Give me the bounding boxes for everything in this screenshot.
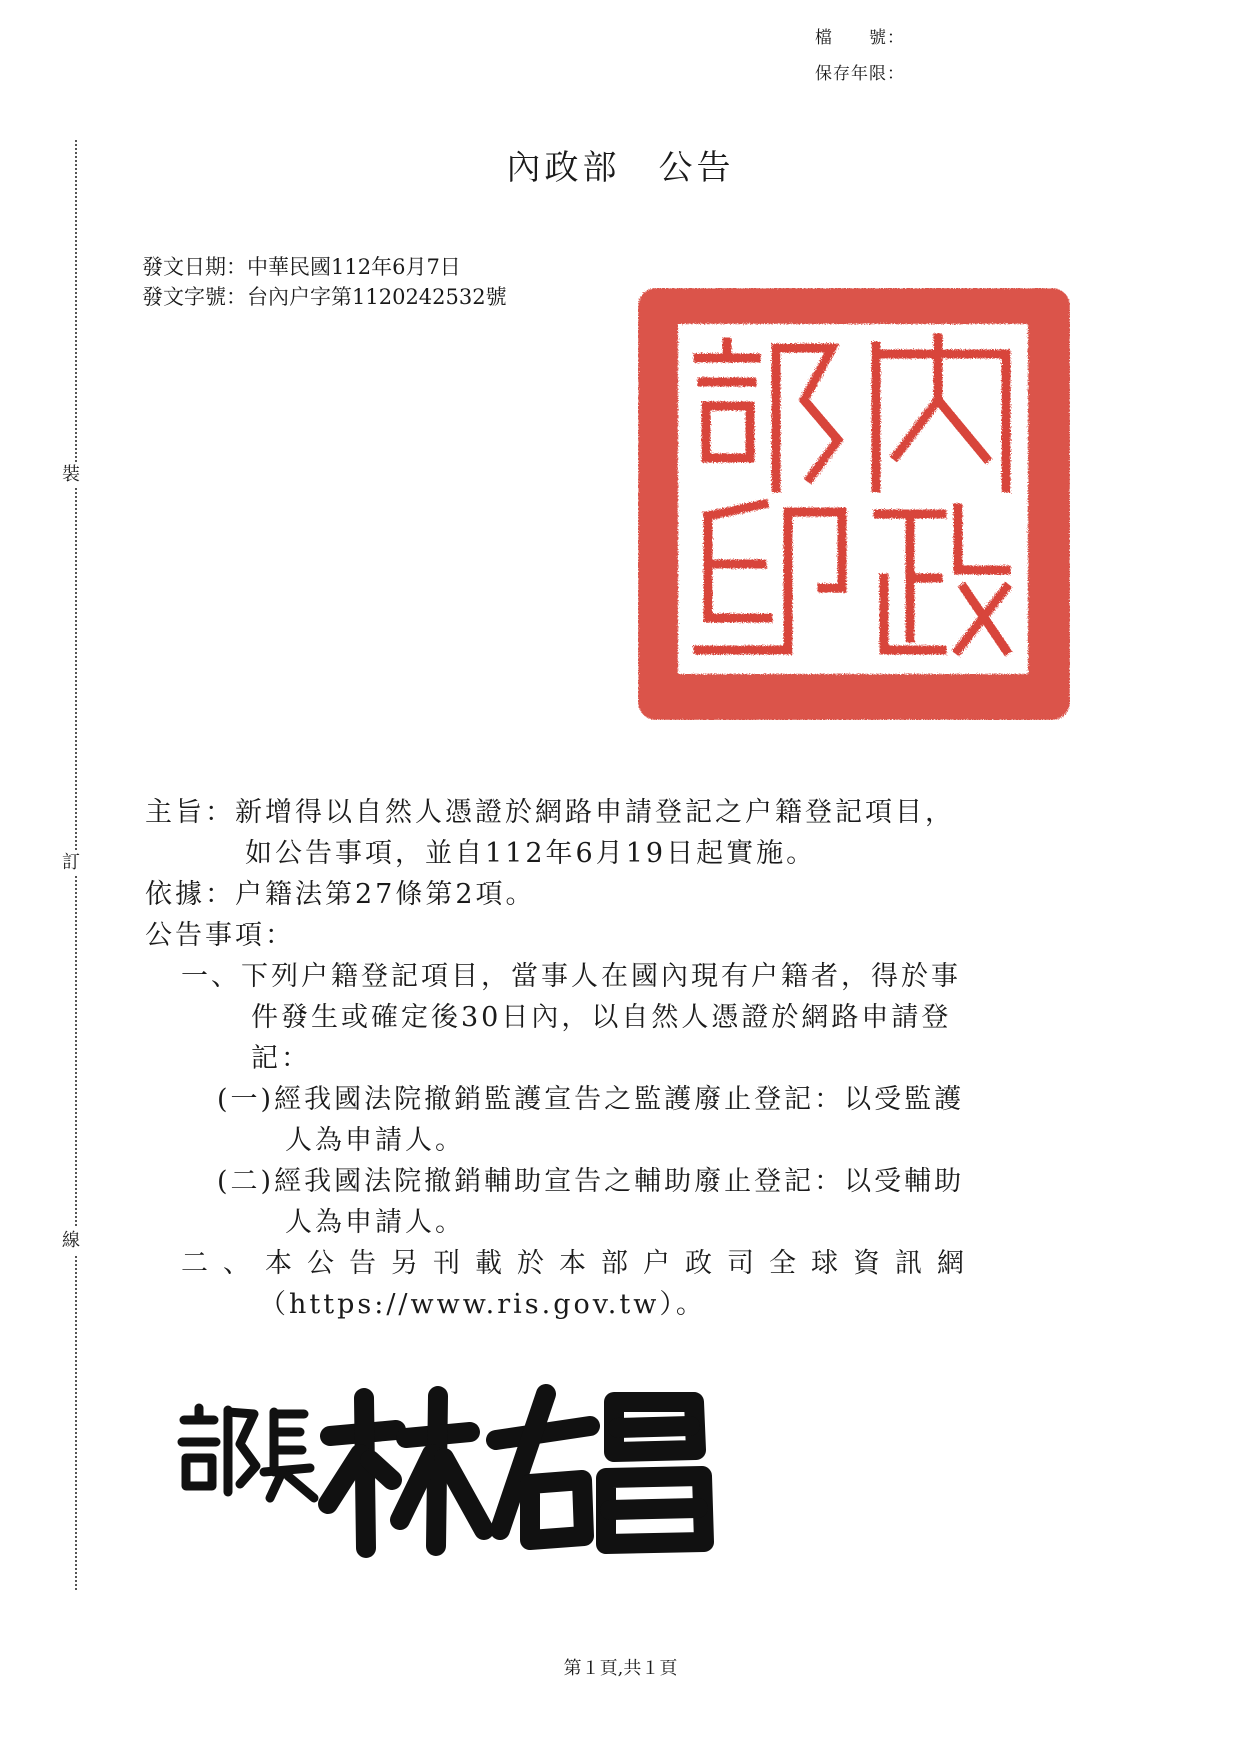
subject-line-1: 主旨：新增得以自然人憑證於網路申請登記之户籍登記項目， xyxy=(145,797,955,828)
sub-item-1-line-2: 人為申請人。 xyxy=(285,1125,465,1156)
binding-char-xian: 線 xyxy=(62,1228,80,1254)
items-heading: 公告事項： xyxy=(145,920,295,951)
document-title: 內政部 公告 xyxy=(506,148,735,188)
sub-item-2-line-2: 人為申請人。 xyxy=(285,1207,465,1238)
basis: 依據：户籍法第27條第2項。 xyxy=(145,879,536,910)
item-1-line-2: 件發生或確定後30日內，以自然人憑證於網路申請登 xyxy=(251,1002,952,1033)
sub-item-1-line-1: (一)經我國法院撤銷監護宣告之監護廢止登記：以受監護 xyxy=(217,1084,965,1115)
item-1-line-3: 記： xyxy=(251,1043,311,1074)
binding-char-zhuang: 裝 xyxy=(62,462,80,488)
retention-period-label: 保存年限： xyxy=(815,64,905,84)
item-1-line-1: 一、下列户籍登記項目，當事人在國內現有户籍者，得於事 xyxy=(181,961,961,992)
sub-item-2-line-1: (二)經我國法院撤銷輔助宣告之輔助廢止登記：以受輔助 xyxy=(217,1166,965,1197)
subject-line-2: 如公告事項，並自112年6月19日起實施。 xyxy=(245,838,817,869)
item-2-line-1: 二、本公告另刊載於本部户政司全球資訊網 xyxy=(181,1248,979,1279)
page-number: 第１頁,共１頁 xyxy=(563,1658,678,1679)
minister-signature xyxy=(170,1380,730,1560)
issue-date: 發文日期：中華民國112年6月7日 xyxy=(142,255,461,279)
seal-icon xyxy=(638,288,1070,720)
item-2-line-2: （https://www.ris.gov.tw）。 xyxy=(259,1289,706,1320)
document-meta xyxy=(142,252,507,312)
file-info xyxy=(815,20,905,92)
document-body xyxy=(145,792,1095,1325)
document-number: 發文字號：台內户字第1120242532號 xyxy=(142,285,507,309)
binding-char-ding: 訂 xyxy=(62,850,80,876)
official-seal xyxy=(638,288,1070,720)
file-number-label: 檔 號： xyxy=(815,28,905,48)
signature-icon xyxy=(170,1380,730,1560)
